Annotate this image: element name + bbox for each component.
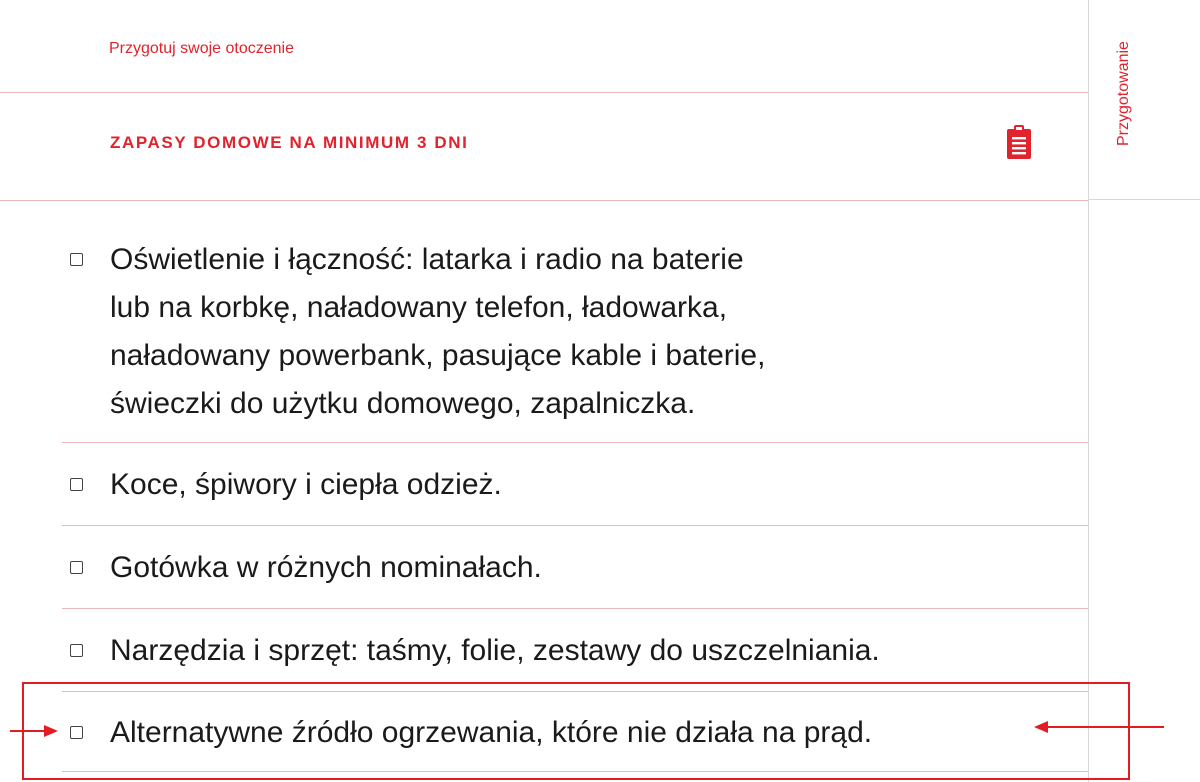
checklist-item-line: Narzędzia i sprzęt: taśmy, folie, zestawy do uszczelniania. [110, 634, 880, 667]
arrow-right-icon [10, 723, 58, 739]
clipboard-icon [1007, 125, 1031, 159]
subheader-title: ZAPASY DOMOWE NA MINIMUM 3 DNI [110, 133, 469, 152]
checklist-item [62, 201, 1088, 443]
checkbox[interactable] [70, 478, 83, 491]
arrow-left-icon [1034, 719, 1164, 735]
checklist-item-line: Oświetlenie i łączność: latarka i radio na baterie [110, 243, 744, 276]
highlight-box [22, 682, 1130, 780]
checkbox[interactable] [70, 561, 83, 574]
checklist-item-line: Koce, śpiwory i ciepła odzież. [110, 468, 502, 501]
subheader [0, 93, 1088, 201]
checklist-item-line: lub na korbkę, naładowany telefon, ładowarka, [110, 291, 728, 324]
checklist-item [62, 443, 1088, 526]
checklist-item [62, 609, 1088, 692]
section-link[interactable]: Przygotuj swoje otoczenie [109, 40, 294, 57]
checkbox[interactable] [70, 644, 83, 657]
sidebar [1088, 0, 1200, 200]
checklist-item-line: naładowany powerbank, pasujące kable i baterie, [110, 339, 766, 372]
checklist-item [62, 526, 1088, 609]
section-header [0, 0, 1088, 93]
checklist-item-line: Alternatywne źródło ogrzewania, które nie działa na prąd. [110, 716, 873, 749]
checkbox[interactable] [70, 253, 83, 266]
checklist-item-line: świeczki do użytku domowego, zapalniczka. [110, 387, 696, 420]
checklist-item-line: Gotówka w różnych nominałach. [110, 551, 542, 584]
tab-przygotowanie[interactable]: Przygotowanie [1115, 41, 1132, 147]
